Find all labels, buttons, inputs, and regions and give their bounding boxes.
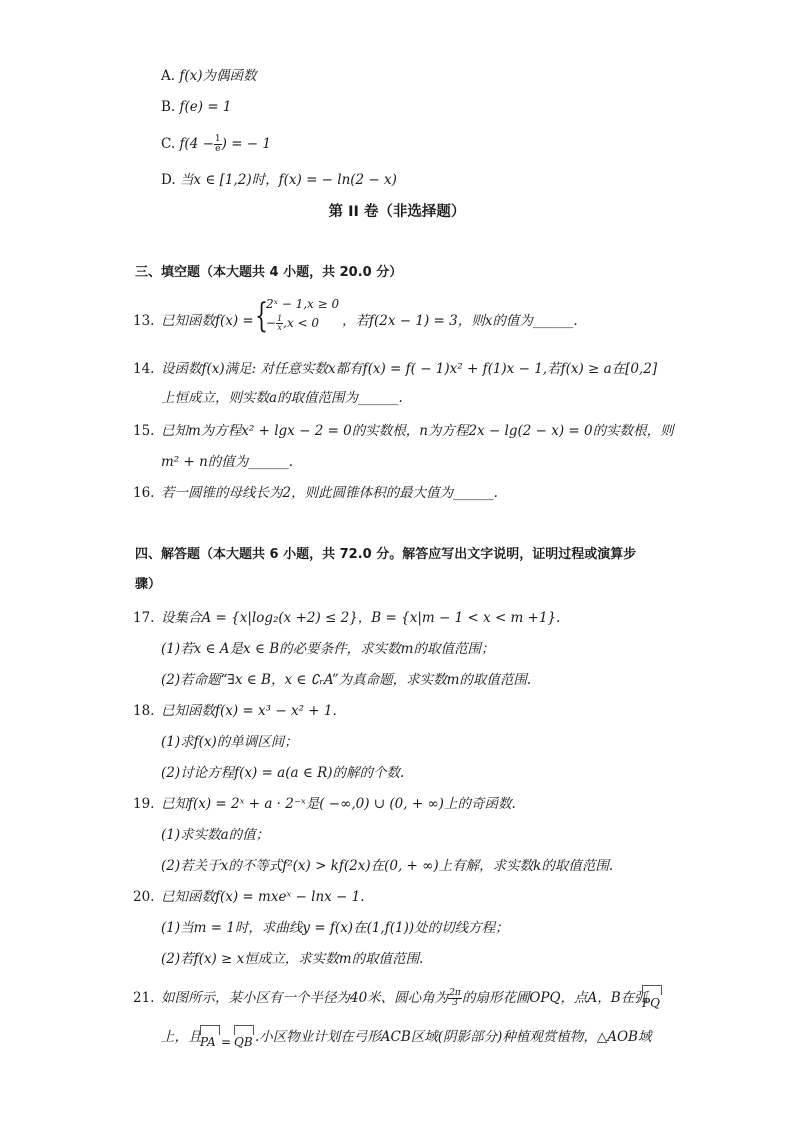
arc-label: QB <box>234 1035 253 1049</box>
option-text: 当x ∈ [1,2)时，f(x) = − ln(2 − x) <box>179 172 397 188</box>
q18-line1: 已知函数f(x) = x³ − x² + 1. <box>161 703 337 719</box>
q21-line2-post: .小区物业计划在弓形ACB区域(阴影部分)种植观赏植物，△AOB域 <box>255 1029 652 1045</box>
q21-number: 21. <box>133 990 155 1006</box>
option-text-pre: f(4 − <box>179 136 214 152</box>
arc-label: PQ <box>642 996 660 1010</box>
q18-sub2: (2)讨论方程f(x) = a(a ∈ R)的解的个数. <box>161 765 405 781</box>
option-b <box>161 97 232 117</box>
q17-sub1: (1)若x ∈ A是x ∈ B的必要条件，求实数m的取值范围； <box>161 641 495 657</box>
option-letter: A. <box>161 68 176 84</box>
q20-line1: 已知函数f(x) = mxeˣ − lnx − 1. <box>161 889 365 905</box>
option-letter: D. <box>161 172 176 188</box>
q13-post: ，若f(2x − 1) = 3，则x的值为______. <box>342 313 578 329</box>
q15-number: 15. <box>133 423 155 439</box>
q13-case2: − $\frac{1}{x}$ ,x < 0 <box>266 314 320 332</box>
option-text-post: ) = − 1 <box>221 136 271 152</box>
q13-pre: 已知函数f(x) = <box>161 313 254 329</box>
section4-heading-cont: 骤） <box>135 577 162 592</box>
q13-brace: { <box>255 296 268 336</box>
option-text: f(e) = 1 <box>179 99 232 115</box>
q20-sub2: (2)若f(x) ≥ x恒成立，求实数m的取值范围. <box>161 951 424 967</box>
q14-line2: 上恒成立，则实数a的取值范围为______. <box>161 390 403 406</box>
q14-line1: 设函数f(x)满足: 对任意实数x都有f(x) = f( − 1)x² + f(1)x − 1,若f(x) ≥ a在[0,2] <box>161 361 658 377</box>
section3-heading: 三、填空题（本大题共 4 小题，共 20.0 分） <box>135 265 403 280</box>
q20-number: 20. <box>133 889 155 905</box>
option-c <box>161 134 271 154</box>
fraction: $\frac{2\pi}{3}$ <box>449 988 461 1008</box>
q13-number: 13. <box>133 313 155 329</box>
fraction: $\frac{1}{e}$ <box>214 134 221 154</box>
part2-title: 第 II 卷（非选择题） <box>328 204 466 220</box>
q16-number: 16. <box>133 485 155 501</box>
q17-sub2: (2)若命题“∃x ∈ B，x ∈ ∁ᵣA”为真命题，求实数m的取值范围. <box>161 672 532 688</box>
q18-number: 18. <box>133 703 155 719</box>
equals-sign: = <box>221 1035 232 1049</box>
q18-sub1: (1)求f(x)的单调区间； <box>161 734 298 750</box>
q16-line1: 若一圆锥的母线长为2，则此圆锥体积的最大值为______. <box>161 485 498 501</box>
q21-line2: 上，且 <box>161 1029 202 1045</box>
q19-sub1: (1)求实数a的值； <box>161 827 270 843</box>
q17-line1: 设集合A = {x|log₂(x +2) ≤ 2}，B = {x|m − 1 < x < m +1}. <box>161 610 561 626</box>
option-letter: B. <box>161 99 176 115</box>
section4-heading: 四、解答题（本大题共 6 小题，共 72.0 分。解答应写出文字说明，证明过程或演算步 <box>135 547 637 562</box>
option-letter: C. <box>161 136 176 152</box>
q15-line2: m² + n的值为______. <box>161 454 294 470</box>
q14-number: 14. <box>133 361 155 377</box>
q19-number: 19. <box>133 796 155 812</box>
arc-label: PA <box>200 1035 216 1049</box>
q20-sub1: (1)当m = 1时，求曲线y = f(x)在(1,f(1))处的切线方程； <box>161 920 509 936</box>
option-text: f(x)为偶函数 <box>179 68 257 84</box>
q13-case1: 2ˣ − 1,x ≥ 0 <box>266 297 340 311</box>
q19-line1: 已知f(x) = 2ˣ + a · 2⁻ˣ是( −∞,0) ∪ (0, + ∞)上的奇函数. <box>161 796 516 812</box>
q21-line1: 如图所示，某小区有一个半径为40米、圆心角为 $\frac{2\pi}{3}$ 的扇形花圃OPQ，点A，B在弧 <box>161 988 648 1008</box>
q17-number: 17. <box>133 610 155 626</box>
q19-sub2: (2)若关于x的不等式f²(x) > kf(2x)在(0, + ∞)上有解，求实数k的取值范围. <box>161 858 614 874</box>
option-a <box>161 66 257 86</box>
q15-line1: 已知m为方程x² + lgx − 2 = 0的实数根，n为方程2x − lg(2 − x) = 0的实数根，则 <box>161 423 674 439</box>
option-d <box>161 170 397 190</box>
